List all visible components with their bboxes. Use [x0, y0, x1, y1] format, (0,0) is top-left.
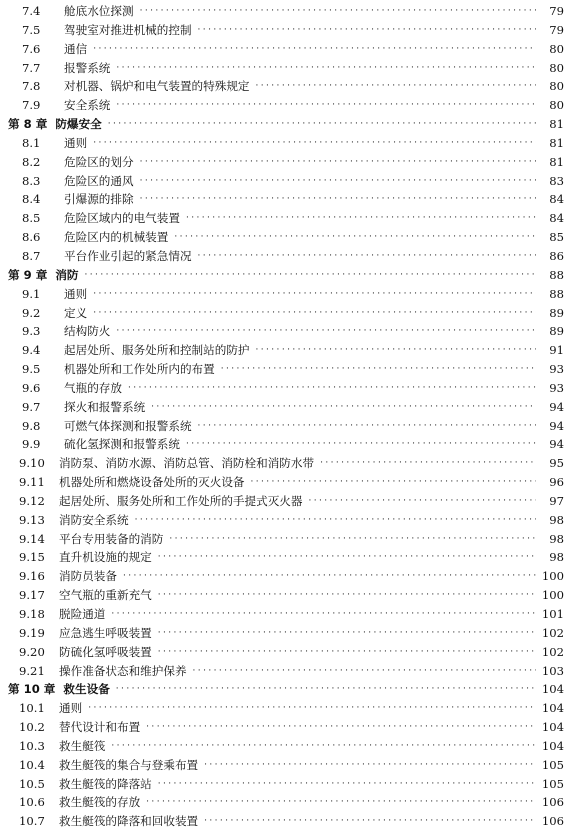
toc-entry-title: 可燃气体探测和报警系统	[64, 418, 192, 433]
toc-entry-number: 9.4	[22, 343, 41, 358]
dot-leader	[116, 322, 536, 341]
toc-section-row[interactable]	[0, 285, 572, 304]
toc-section-row[interactable]	[0, 586, 572, 605]
toc-entry-title: 起居处所、服务处所和工作处所的手提式灭火器	[59, 493, 303, 508]
toc-section-row[interactable]	[0, 304, 572, 323]
toc-page-number: 88	[549, 267, 564, 282]
toc-entry-title: 危险区的划分	[64, 154, 134, 169]
toc-section-row[interactable]	[0, 360, 572, 379]
toc-entry-title: 引爆源的排除	[64, 192, 134, 207]
toc-page-number: 104	[541, 738, 564, 753]
dot-leader	[320, 454, 536, 473]
toc-entry-title: 机器处所和燃烧设备处所的灭火设备	[59, 475, 245, 490]
toc-entry-title: 空气瓶的重新充气	[59, 588, 152, 603]
toc-entry-number: 10.6	[19, 795, 45, 810]
toc-entry-number: 9.6	[22, 380, 41, 395]
toc-entry-title: 气瓶的存放	[64, 380, 122, 395]
toc-entry-number: 7.4	[22, 4, 41, 18]
toc-entry-number: 9.16	[19, 569, 45, 584]
dot-leader	[146, 793, 536, 812]
dot-leader	[123, 567, 536, 586]
toc-entry-title: 防爆安全	[55, 117, 102, 132]
toc-page-number: 106	[541, 814, 564, 829]
dot-leader	[140, 2, 536, 21]
toc-page-number: 81	[549, 154, 564, 169]
toc-section-row[interactable]	[0, 662, 572, 681]
toc-page-number: 80	[549, 60, 564, 75]
dot-leader	[88, 699, 536, 718]
toc-entry-number: 7.7	[22, 60, 41, 75]
toc-section-row[interactable]	[0, 134, 572, 153]
toc-entry-number: 7.6	[22, 41, 41, 56]
toc-section-row[interactable]	[0, 153, 572, 172]
dot-leader	[116, 680, 536, 699]
toc-page-number: 80	[549, 41, 564, 56]
toc-section-row[interactable]	[0, 492, 572, 511]
toc-entry-number: 10.1	[19, 701, 45, 716]
toc-entry-number: 第 9 章	[8, 267, 48, 282]
toc-page-number: 79	[549, 4, 564, 18]
toc-entry-title: 机器处所和工作处所内的布置	[64, 362, 215, 377]
toc-page-number: 80	[549, 98, 564, 113]
toc-entry-number: 8.3	[22, 173, 41, 188]
dot-leader	[116, 59, 536, 78]
toc-section-row[interactable]	[0, 737, 572, 756]
toc-section-row[interactable]	[0, 190, 572, 209]
toc-page-number: 105	[541, 757, 564, 772]
dot-leader	[186, 209, 536, 228]
dot-leader	[146, 718, 536, 737]
toc-entry-title: 结构防火	[64, 324, 111, 339]
dot-leader	[198, 417, 536, 436]
toc-section-row[interactable]	[0, 228, 572, 247]
toc-page-number: 104	[541, 720, 564, 735]
toc-page-number: 81	[549, 135, 564, 150]
toc-section-row[interactable]	[0, 209, 572, 228]
toc-section-row[interactable]	[0, 624, 572, 643]
dot-leader	[111, 605, 536, 624]
toc-page-number: 94	[549, 399, 564, 414]
dot-leader	[158, 643, 536, 662]
toc-entry-number: 8.1	[22, 135, 41, 150]
toc-page-number: 84	[549, 192, 564, 207]
toc-page-number: 98	[549, 531, 564, 546]
toc-entry-title: 消防	[55, 267, 79, 282]
toc-entry-number: 9.9	[22, 437, 41, 452]
toc-section-row[interactable]	[0, 473, 572, 492]
dot-leader	[186, 435, 536, 454]
toc-entry-title: 替代设计和布置	[59, 720, 141, 735]
dot-leader	[251, 473, 536, 492]
dot-leader	[93, 304, 536, 323]
dot-leader	[128, 379, 536, 398]
toc-entry-number: 9.17	[19, 588, 45, 603]
toc-entry-number: 9.19	[19, 625, 45, 640]
toc-entry-number: 7.5	[22, 22, 41, 37]
toc-entry-number: 第 10 章	[8, 682, 56, 697]
toc-entry-number: 9.3	[22, 324, 41, 339]
toc-section-row[interactable]	[0, 530, 572, 549]
toc-entry-title: 通则	[59, 701, 83, 716]
toc-page-number: 93	[549, 362, 564, 377]
dot-leader	[151, 398, 536, 417]
toc-section-row[interactable]	[0, 322, 572, 341]
dot-leader	[174, 228, 536, 247]
toc-section-row[interactable]	[0, 77, 572, 96]
toc-entry-number: 10.5	[19, 776, 45, 791]
dot-leader	[111, 737, 536, 756]
toc-page-number: 104	[541, 701, 564, 716]
toc-entry-number: 8.6	[22, 230, 41, 245]
toc-entry-number: 8.7	[22, 248, 41, 263]
toc-section-row[interactable]	[0, 398, 572, 417]
toc-entry-number: 9.1	[22, 286, 41, 301]
toc-section-row[interactable]	[0, 756, 572, 775]
toc-entry-number: 9.10	[19, 456, 45, 471]
dot-leader	[193, 662, 536, 681]
toc-section-row[interactable]	[0, 59, 572, 78]
toc-page-number: 80	[549, 79, 564, 94]
toc-page-number: 89	[549, 324, 564, 339]
toc-entry-number: 9.7	[22, 399, 41, 414]
toc-chapter-row[interactable]	[0, 680, 572, 699]
toc-section-row[interactable]	[0, 172, 572, 191]
dot-leader	[135, 511, 536, 530]
toc-page-number: 91	[549, 343, 564, 358]
dot-leader	[158, 775, 536, 794]
toc-entry-title: 救生艇筏的降落和回收装置	[59, 814, 199, 829]
toc-entry-title: 危险区域内的电气装置	[64, 211, 180, 226]
toc-page-number: 94	[549, 418, 564, 433]
toc-entry-title: 防硫化氢呼吸装置	[59, 644, 152, 659]
toc-entry-title: 危险区的通风	[64, 173, 134, 188]
dot-leader	[93, 134, 536, 153]
dot-leader	[108, 115, 536, 134]
toc-entry-number: 8.5	[22, 211, 41, 226]
toc-section-row[interactable]	[0, 793, 572, 812]
toc-entry-number: 9.15	[19, 550, 45, 565]
toc-entry-number: 7.9	[22, 98, 41, 113]
toc-page-number: 102	[541, 625, 564, 640]
toc-section-row[interactable]	[0, 341, 572, 360]
toc-section-row[interactable]	[0, 511, 572, 530]
toc-page-number: 106	[541, 795, 564, 810]
toc-section-row[interactable]	[0, 605, 572, 624]
toc-page-number: 83	[549, 173, 564, 188]
toc-page-number: 95	[549, 456, 564, 471]
toc-entry-title: 驾驶室对推进机械的控制	[64, 22, 192, 37]
toc-entry-title: 救生艇筏的降落站	[59, 776, 152, 791]
toc-section-row[interactable]	[0, 21, 572, 40]
toc-page-number: 105	[541, 776, 564, 791]
toc-entry-title: 通信	[64, 41, 88, 56]
toc-entry-number: 10.3	[19, 738, 45, 753]
dot-leader	[93, 40, 536, 59]
toc-entry-number: 10.7	[19, 814, 45, 829]
dot-leader	[256, 77, 536, 96]
toc-entry-title: 脱险通道	[59, 607, 106, 621]
toc-entry-title: 对机器、锅炉和电气装置的特殊规定	[64, 79, 250, 94]
toc-entry-title: 应急逃生呼吸装置	[59, 625, 152, 640]
dot-leader	[140, 153, 536, 172]
dot-leader	[116, 96, 536, 115]
toc-entry-number: 9.5	[22, 362, 41, 377]
toc-entry-title: 救生艇筏的集合与登乘布置	[59, 757, 199, 772]
toc-entry-number: 9.18	[19, 607, 45, 621]
toc-chapter-row[interactable]	[0, 266, 572, 285]
toc-page-number: 85	[549, 230, 564, 245]
toc-section-row[interactable]	[0, 812, 572, 831]
toc-entry-title: 探火和报警系统	[64, 399, 146, 414]
dot-leader	[158, 548, 536, 567]
toc-page-number: 96	[549, 475, 564, 490]
toc-page-number: 98	[549, 512, 564, 527]
toc-entry-title: 通则	[64, 135, 88, 150]
dot-leader	[169, 530, 536, 549]
toc-section-row[interactable]	[0, 96, 572, 115]
toc-entry-title: 通则	[64, 286, 88, 301]
toc-entry-number: 9.21	[19, 663, 45, 678]
toc-section-row[interactable]	[0, 379, 572, 398]
toc-page-number: 89	[549, 305, 564, 320]
toc-entry-number: 8.4	[22, 192, 41, 207]
toc-section-row[interactable]	[0, 247, 572, 266]
toc-section-row[interactable]	[0, 417, 572, 436]
toc-entry-title: 救生艇筏的存放	[59, 795, 141, 810]
toc-page-number: 84	[549, 211, 564, 226]
dot-leader	[221, 360, 536, 379]
toc-entry-title: 硫化氢探测和报警系统	[64, 437, 180, 452]
toc-page-number: 104	[541, 682, 564, 697]
toc-page-number: 101	[541, 607, 564, 621]
toc-page-number: 86	[549, 248, 564, 263]
toc-page-number: 100	[541, 588, 564, 603]
toc-section-row[interactable]	[0, 775, 572, 794]
toc-page-number: 100	[541, 569, 564, 584]
toc-entry-number: 第 8 章	[8, 117, 48, 132]
toc-entry-number: 10.2	[19, 720, 45, 735]
toc-entry-title: 报警系统	[64, 60, 111, 75]
toc-entry-number: 9.2	[22, 305, 41, 320]
toc-entry-number: 9.11	[19, 475, 45, 490]
toc-section-row[interactable]	[0, 548, 572, 567]
dot-leader	[93, 285, 536, 304]
toc-entry-number: 7.8	[22, 79, 41, 94]
toc-entry-number: 9.13	[19, 512, 45, 527]
dot-leader	[140, 190, 536, 209]
dot-leader	[140, 172, 536, 191]
dot-leader	[198, 21, 536, 40]
toc-entry-title: 危险区内的机械装置	[64, 230, 169, 245]
toc-entry-title: 定义	[64, 305, 88, 320]
dot-leader	[158, 586, 536, 605]
toc-entry-title: 操作准备状态和维护保养	[59, 663, 187, 678]
toc-entry-title: 消防安全系统	[59, 512, 129, 527]
toc-entry-number: 9.12	[19, 493, 45, 508]
toc-entry-title: 平台专用装备的消防	[59, 531, 164, 546]
toc-page-number: 102	[541, 644, 564, 659]
toc-section-row[interactable]	[0, 435, 572, 454]
toc-entry-number: 9.14	[19, 531, 45, 546]
toc-entry-number: 9.20	[19, 644, 45, 659]
toc-chapter-row[interactable]	[0, 115, 572, 134]
toc-page-number: 93	[549, 380, 564, 395]
toc-entry-title: 舱底水位探测	[64, 4, 134, 18]
dot-leader	[158, 624, 536, 643]
toc-entry-number: 9.8	[22, 418, 41, 433]
toc-section-row[interactable]	[0, 567, 572, 586]
toc-entry-title: 消防泵、消防水源、消防总管、消防栓和消防水带	[59, 456, 315, 471]
toc-page-number: 81	[549, 117, 564, 132]
toc-page-number: 97	[549, 493, 564, 508]
toc-entry-title: 安全系统	[64, 98, 111, 113]
dot-leader	[198, 247, 536, 266]
toc-section-row[interactable]	[0, 40, 572, 59]
toc-section-row[interactable]	[0, 454, 572, 473]
toc-section-row[interactable]	[0, 643, 572, 662]
toc-section-row[interactable]	[0, 2, 572, 21]
toc-section-row[interactable]	[0, 718, 572, 737]
toc-page-number: 88	[549, 286, 564, 301]
dot-leader	[204, 756, 536, 775]
toc-page-number: 103	[541, 663, 564, 678]
toc-entry-title: 直升机设施的规定	[59, 550, 152, 565]
toc-page-number: 98	[549, 550, 564, 565]
toc-page-number: 94	[549, 437, 564, 452]
toc-entry-title: 救生设备	[63, 682, 110, 697]
toc-page-number: 79	[549, 22, 564, 37]
toc-entry-title: 平台作业引起的紧急情况	[64, 248, 192, 263]
toc-entry-title: 消防员装备	[59, 569, 117, 584]
toc-entry-title: 救生艇筏	[59, 738, 106, 753]
dot-leader	[85, 266, 536, 285]
toc-section-row[interactable]	[0, 699, 572, 718]
dot-leader	[256, 341, 536, 360]
dot-leader	[308, 492, 536, 511]
dot-leader	[204, 812, 536, 831]
toc-entry-number: 8.2	[22, 154, 41, 169]
toc-entry-title: 起居处所、服务处所和控制站的防护	[64, 343, 250, 358]
toc-entry-number: 10.4	[19, 757, 45, 772]
